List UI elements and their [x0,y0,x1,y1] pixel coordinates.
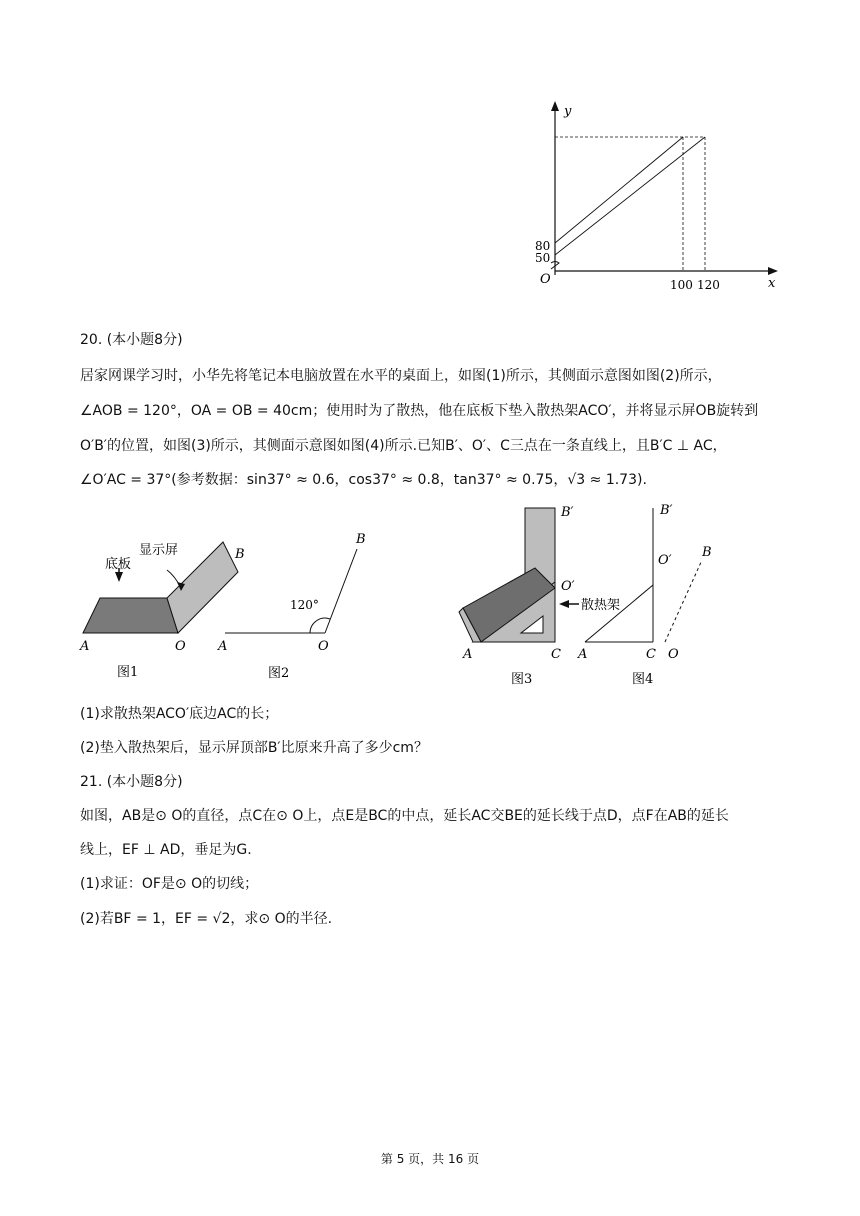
x-tick-100: 100 [670,278,693,292]
point-b: B [235,547,245,562]
top-graph [520,95,790,300]
point-b: B [702,545,712,560]
fig2-caption: 图2 [268,666,290,681]
q21-line-1: 如图，AB是⊙ O的直径，点C在⊙ O上，点E是BC的中点，延长AC交BE的延长线于点D，点F在AB的延长 [80,808,729,824]
q20-line-1: 居家网课学习时，小华先将笔记本电脑放置在水平的桌面上，如图(1)所示，其侧面示意图如图(2)所示， [80,368,722,384]
point-c: C [646,647,656,662]
q21-line-2: 线上，EF ⊥ AD，垂足为G. [80,842,252,858]
x-axis-label: x [768,276,776,291]
q20-line-3: O′B′的位置，如图(3)所示，其侧面示意图如图(4)所示.已知B′、O′、C三点在一条直线上，且B′C ⊥ AC， [80,438,727,454]
point-a: A [218,639,228,654]
q21-sub-1: (1)求证：OF是⊙ O的切线； [80,876,259,892]
point-o-prime: O′ [561,579,575,594]
fig4-caption: 图4 [632,672,654,687]
figure-2 [210,525,385,685]
point-o: O [668,647,679,662]
point-o-prime: O′ [658,553,672,568]
q20-header: 20. (本小题8分) [80,332,183,348]
figure-4 [570,500,730,690]
q21-sub-2: (2)若BF = 1，EF = √2，求⊙ O的半径. [80,911,333,927]
point-b-prime: B′ [660,503,673,518]
angle-label: 120° [290,598,319,612]
point-a: A [80,639,90,654]
label-base: 底板 [105,557,132,572]
fig3-caption: 图3 [511,672,533,687]
y-tick-80: 80 [535,239,551,253]
label-rack: 散热架 [581,598,621,613]
q20-sub-1: (1)求散热架ACO′底边AC的长； [80,706,279,722]
point-a: A [578,647,588,662]
point-b: B [356,532,366,547]
q20-line-2: ∠AOB = 120°，OA = OB = 40cm；使用时为了散热，他在底板下垫入散热架ACO′，并将显示屏OB旋转到 [80,403,759,419]
label-screen: 显示屏 [139,543,179,558]
q20-line-4: ∠O′AC = 37°(参考数据：sin37° ≈ 0.6，cos37° ≈ 0.8，tan37° ≈ 0.75，√3 ≈ 1.73). [80,472,647,488]
fig1-caption: 图1 [117,665,139,680]
point-c: C [551,647,561,662]
origin-label: O [540,272,551,287]
page-footer: 第 5 页，共 16 页 [380,1152,480,1166]
point-o: O [175,639,186,654]
point-o: O [318,639,329,654]
q20-sub-2: (2)垫入散热架后，显示屏顶部B′比原来升高了多少cm？ [80,740,428,756]
q21-header: 21. (本小题8分) [80,774,183,790]
y-tick-50: 50 [535,251,551,265]
y-axis-label: y [564,104,572,119]
x-tick-120: 120 [697,278,720,292]
point-b-prime: B′ [561,505,574,520]
point-a: A [463,647,473,662]
